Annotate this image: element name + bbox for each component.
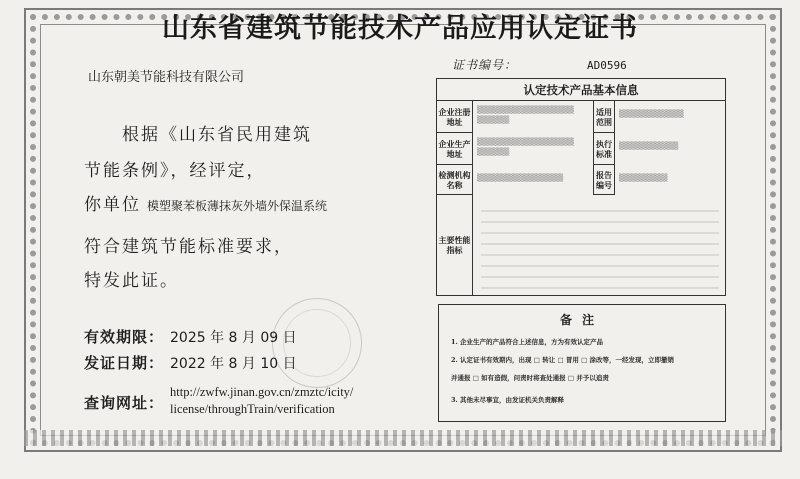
label-testing-agency: 检测机构名称	[437, 165, 473, 195]
body-line-4: 符合建筑节能标准要求，	[84, 237, 293, 257]
remark-line-3: 并通报 □ 如有造假，问责时将查处通报 □ 并予以追责	[451, 374, 609, 382]
info-table-heading: 认定技术产品基本信息	[437, 79, 725, 101]
certificate-number-value: AD0596	[587, 59, 627, 72]
validity-label: 有效期限：	[84, 328, 165, 346]
product-info-table	[436, 78, 726, 296]
label-production-address: 企业生产地址	[437, 133, 473, 165]
product-name: 模塑聚苯板薄抹灰外墙外保温系统	[147, 199, 328, 213]
report-value-blurred: ▒▒▒▒▒▒▒▒▒	[619, 174, 668, 182]
testing-agency-value-blurred: ▒▒▒▒▒▒▒▒▒▒▒▒▒▒▒▒	[477, 174, 564, 182]
query-url-line-1[interactable]: http://zwfw.jinan.gov.cn/zmztc/icity/	[170, 385, 354, 399]
body-line-1: 根据《山东省民用建筑	[122, 125, 312, 145]
remarks-title: 备注	[559, 313, 604, 327]
registered-address-value-blurred: ▒▒▒▒▒▒▒▒▒▒▒▒▒▒▒▒▒▒ ▒▒▒▒▒▒	[477, 106, 574, 124]
issue-date-value: 2022 年 8 月 10 日	[170, 356, 297, 372]
certificate-title: 山东省建筑节能技术产品应用认定证书	[162, 13, 638, 44]
certificate-number-label: 证书编号：	[452, 58, 518, 72]
label-registered-address: 企业注册地址	[437, 101, 473, 133]
label-report: 报告编号	[593, 165, 615, 195]
body-line-3-prefix: 你单位	[84, 195, 141, 215]
main-indicators-value-blurred	[481, 201, 719, 293]
query-row	[84, 392, 164, 413]
label-standard: 执行标准	[593, 133, 615, 165]
issue-date-label: 发证日期：	[84, 354, 165, 372]
production-address-value-blurred: ▒▒▒▒▒▒▒▒▒▒▒▒▒▒▒▒▒▒ ▒▒▒▒▒▒	[477, 138, 574, 156]
standard-value-blurred: ▒▒▒▒▒▒▒▒▒▒▒	[619, 142, 679, 150]
bottom-border-pattern	[24, 430, 782, 446]
query-url-line-2[interactable]: license/throughTrain/verification	[170, 402, 335, 416]
remark-line-4: 3. 其他未尽事宜，由发证机关负责解释	[451, 396, 565, 404]
body-line-3	[84, 190, 327, 215]
company-name: 山东朝美节能科技有限公司	[88, 70, 245, 85]
issue-date-row	[84, 352, 297, 373]
label-main-indicators: 主要性能指标	[437, 195, 473, 295]
validity-value: 2025 年 8 月 09 日	[170, 330, 297, 346]
certificate-number	[452, 56, 627, 73]
body-line-5: 特发此证。	[84, 271, 179, 291]
query-label: 查询网址：	[84, 394, 165, 412]
label-scope: 适用范围	[593, 101, 615, 133]
scope-value-blurred: ▒▒▒▒▒▒▒▒▒▒▒▒	[619, 110, 684, 118]
remark-line-1: 1. 企业生产的产品符合上述信息，方为有效认定产品	[451, 338, 604, 346]
body-line-2: 节能条例》，经评定，	[84, 161, 266, 181]
remarks-box	[438, 304, 726, 422]
validity-row	[84, 326, 297, 347]
remark-line-2: 2. 认定证书有效期内，出现 □ 转让 □ 冒用 □ 涂改等，一经发现，立即撤销	[451, 356, 675, 364]
